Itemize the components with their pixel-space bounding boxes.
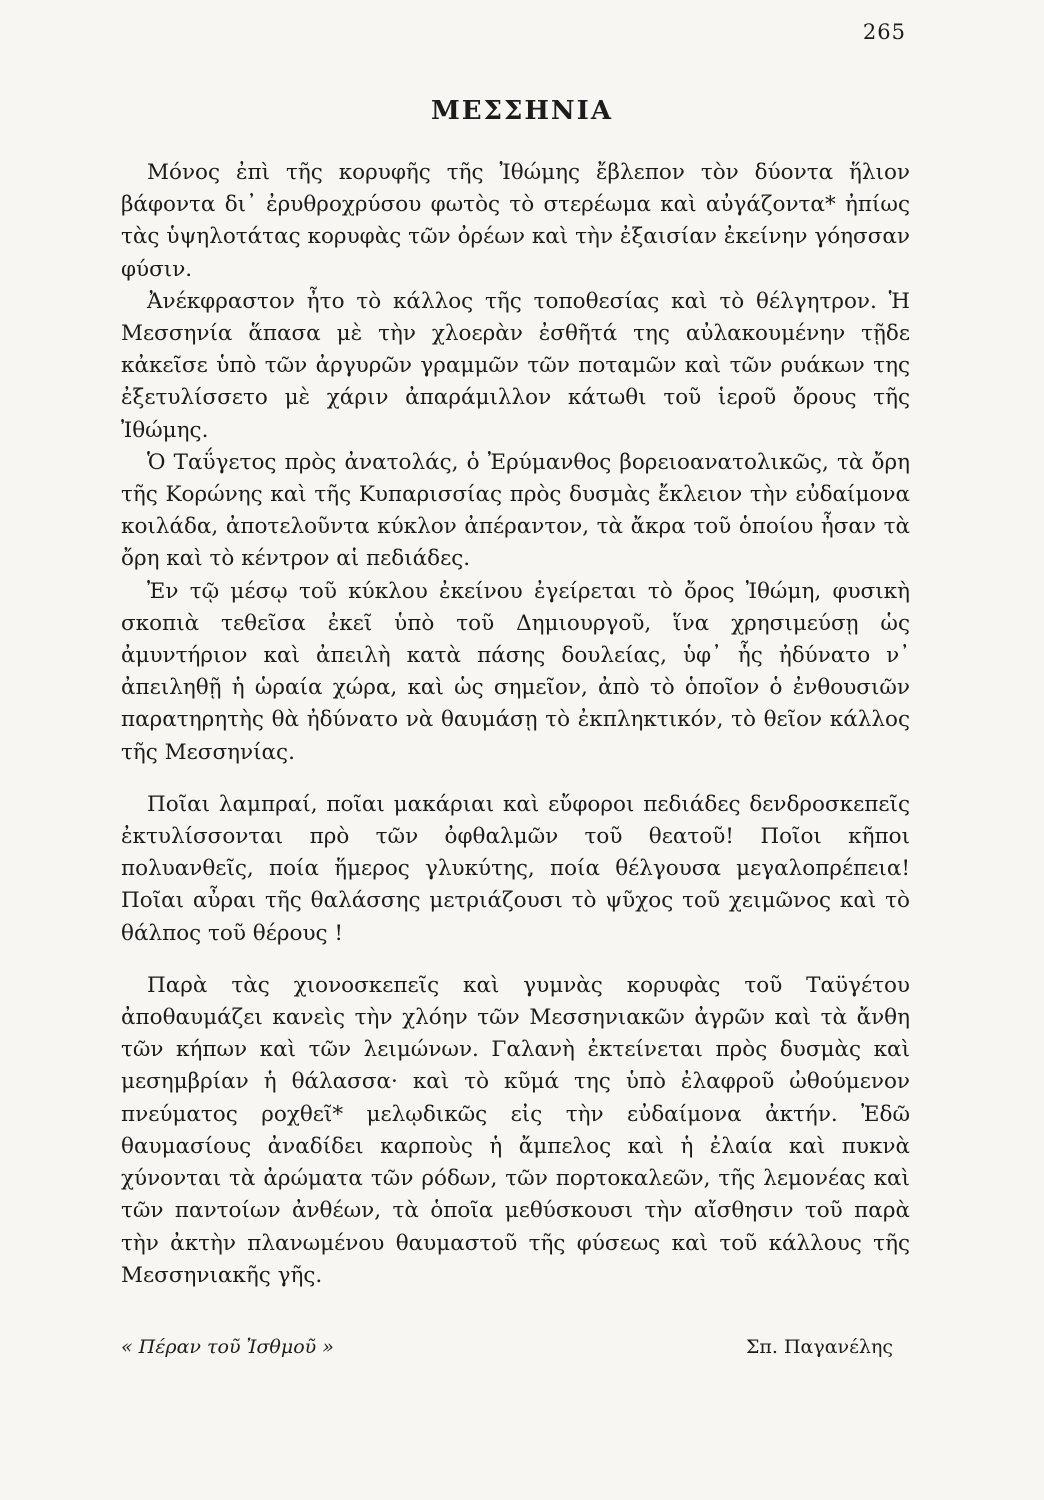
page-number: 265: [862, 20, 906, 44]
paragraph-ithome: Ἐν τῷ μέσῳ τοῦ κύκλου ἐκείνου ἐγείρεται τὸ ὄρος Ἰθώμη, φυσικὴ σκοπιὰ τεθεῖσα ἐκεῖ ὑπὸ τοῦ Δημιουργοῦ, ἵνα χρησιμεύσῃ ὡς ἀμυντήριον καὶ ἀπειλὴ κατὰ πάσης δουλείας, ὑφ᾽ ἧς ἠδύνατο ν᾽ ἀπειληθῇ ἡ ὡραία χώρα, καὶ ὡς σημεῖον, ἀπὸ τὸ ὁποῖον ὁ ἐνθουσιῶν παρατηρητὴς θὰ ἠδύνατο νὰ θαυμάσῃ τὸ ἐκπληκτικόν, τὸ θεῖον κάλλος τῆς Μεσσηνίας.: [121, 578, 910, 765]
source-citation: « Πέραν τοῦ Ἰσθμοῦ »: [121, 1336, 334, 1358]
paragraph-sea: Παρὰ τὰς χιονοσκεπεῖς καὶ γυμνὰς κορυφὰς τοῦ Ταϋγέτου ἀποθαυμάζει κανεὶς τὴν χλόην τῶν Μεσσηνιακῶν ἀγρῶν καὶ τὰ ἄνθη τῶν κήπων καὶ τῶν λειμώνων. Γαλανὴ ἐκτείνεται πρὸς δυσμὰς καὶ μεσημβρίαν ἡ θάλασσα· καὶ τὸ κῦμά της ὑπὸ ἐλαφροῦ ὠθούμενον πνεύματος ροχθεῖ* μελῳδικῶς εἰς τὴν εὐδαίμονα ἀκτήν. Ἐδῶ θαυμασίους ἀναδίδει καρποὺς ἡ ἄμπελος καὶ ἡ ἐλαία καὶ πυκνὰ χύνονται τὰ ἀρώματα τῶν ρόδων, τῶν πορτοκαλεῶν, τῆς λεμονέας καὶ τῶν παντοίων ἀνθέων, τὰ ὁποῖα μεθύσκουσι τὴν αἴσθησιν τοῦ παρὰ τὴν ἀκτὴν πλανωμένου θαυμαστοῦ τῆς φύσεως καὶ τοῦ κάλλους τῆς Μεσσηνιακῆς γῆς.: [121, 972, 910, 1288]
paragraph-sunset: Μόνος ἐπὶ τῆς κορυφῆς τῆς Ἰθώμης ἔβλεπον τὸν δύοντα ἥλιον βάφοντα δι᾽ ἐρυθροχρύσου φωτὸς τὸ στερέωμα καὶ αὐγάζοντα* ἠπίως τὰς ὑψηλοτάτας κορυφὰς τῶν ὀρέων καὶ τὴν ἐξαισίαν ἐκείνην γόησσαν φύσιν.: [121, 160, 910, 282]
paragraph-mountains: Ὁ Ταΰγετος πρὸς ἀνατολάς, ὁ Ἐρύμανθος βορειοανατολικῶς, τὰ ὄρη τῆς Κορώνης καὶ τῆς Κυπαρισσίας πρὸς δυσμὰς ἔκλειον τὴν εὐδαίμονα κοιλάδα, ἀποτελοῦντα κύκλον ἀπέραντον, τὰ ἄκρα τοῦ ὁποίου ἦσαν τὰ ὄρη καὶ τὸ κέντρον αἱ πεδιάδες.: [121, 449, 910, 572]
paragraph-plains: Ποῖαι λαμπραί, ποῖαι μακάριαι καὶ εὔφοροι πεδιάδες δενδροσκεπεῖς ἐκτυλίσσονται πρὸ τῶν ὀφθαλμῶν τοῦ θεατοῦ! Ποῖοι κῆποι πολυανθεῖς, ποία ἥμερος γλυκύτης, ποία θέλγουσα μεγαλοπρέπεια! Ποῖαι αὖραι τῆς θαλάσσης μετριάζουσι τὸ ψῦχος τοῦ χειμῶνος καὶ τὸ θάλπος τοῦ θέρους !: [121, 791, 910, 946]
page-title: ΜΕΣΣΗΝΙΑ: [430, 96, 614, 126]
footer: [121, 1336, 893, 1358]
paragraph-landscape: Ἀνέκφραστον ἦτο τὸ κάλλος τῆς τοποθεσίας καὶ τὸ θέλγητρον. Ἡ Μεσσηνία ἅπασα μὲ τὴν χλοερὰν ἐσθῆτά της αὐλακουμένην τῇδε κἀκεῖσε ὑπὸ τῶν ἀργυρῶν γραμμῶν τῶν ποταμῶν καὶ τῶν ρυάκων της ἐξετυλίσσετο μὲ χάριν ἀπαράμιλλον κάτωθι τοῦ ἱεροῦ ὄρους τῆς Ἰθώμης.: [121, 288, 910, 443]
body-text: [121, 157, 910, 1292]
author-name: Σπ. Παγανέλης: [745, 1336, 893, 1358]
